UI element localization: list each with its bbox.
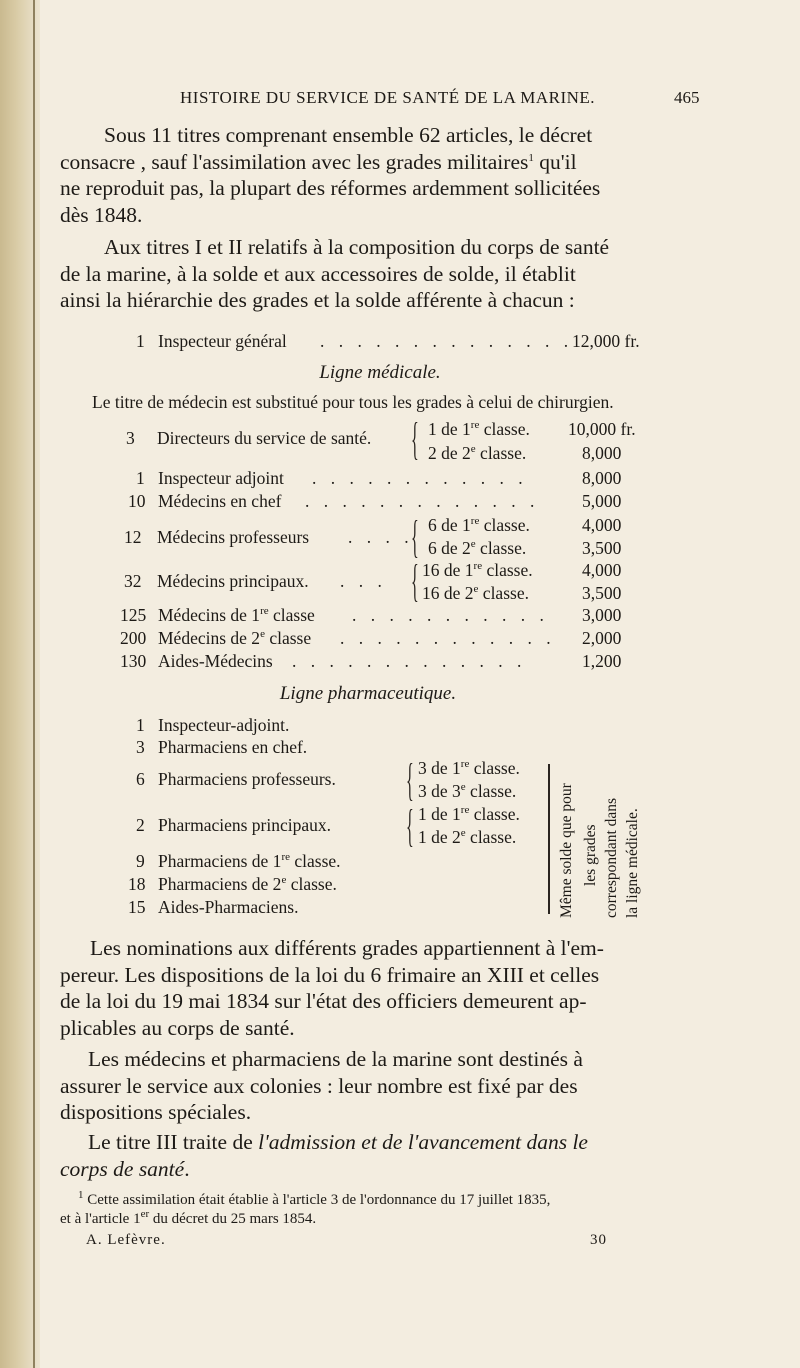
medical-row-amount: 8,000 [582,468,622,488]
brace: { [411,413,419,464]
leader-dots: . . . . . . . . . . . [352,605,549,625]
page-number: 465 [674,88,700,107]
class-count: 6 de 2 [428,538,471,558]
class-word: classe. [469,758,520,778]
paragraph-3-line: de la loi du 19 mai 1834 sur l'état des officiers demeurent ap- [60,989,587,1013]
paragraph-1-line: ne reproduit pas, la plupart des réformes ardemment sollicitées [60,176,601,200]
footnote-marker: 1 [78,1189,84,1201]
superscript: e [460,827,466,840]
class-split [418,826,516,849]
paragraph-5-line [60,1156,700,1183]
pharma-row-count: 1 [136,715,145,735]
class-count: 3 de 3 [418,781,461,801]
side-note-line: Même solde que pour [558,783,575,918]
superscript: e [470,538,476,551]
class-word: classe. [478,583,529,603]
author-signature: A. Lefèvre. [86,1232,166,1248]
footnote-text: du décret du 25 mars 1854. [149,1211,317,1227]
class-amount: 3,500 [582,583,622,603]
class-word: classe. [469,804,520,824]
paragraph-4 [60,1046,700,1126]
label-fragment: Médecins de 2 [158,628,261,648]
side-note-line: la ligne médicale. [624,808,641,918]
paragraph-3 [60,935,700,1041]
superscript: e [260,628,265,641]
class-split [418,757,520,780]
superscript: re [473,560,483,573]
paragraph-5 [60,1129,700,1182]
footnote-marker: 1 [528,151,534,164]
brace: { [406,800,414,851]
class-count: 16 de 2 [422,583,474,603]
side-note-line: les grades [582,824,599,886]
medical-row-count: 10 [128,491,146,511]
pharma-row-label: Pharmaciens principaux. [158,815,332,835]
italic-fragment: corps de santé [60,1156,185,1181]
paragraph-3-line: Les nominations aux différents grades appartiennent à l'em- [90,936,604,960]
class-count: 1 de 1 [418,804,461,824]
leader-dots: . . . . . . . . . . . . . [292,651,527,671]
leader-dots: . . . [340,571,387,591]
class-split [422,582,529,605]
text-fragment: consacre , sauf l'assimilation avec les grades militaires [60,149,529,174]
medical-row-label: Directeurs du service de santé. [157,428,372,448]
label-fragment: classe [264,628,312,648]
paragraph-2-line: de la marine, à la solde et aux accessoires de solde, il établit [60,261,576,286]
label-fragment: classe. [289,851,341,871]
brace: { [406,754,414,805]
paragraph-1-line: Sous 11 titres comprenant ensemble 62 articles, le décret [104,123,593,147]
class-word: classe. [465,827,517,847]
side-note-line: correspondant dans [603,797,620,918]
brace: { [411,555,419,606]
pharma-row-label: Aides-Pharmaciens. [158,897,299,917]
text-fragment: qu'il [533,149,577,174]
pharma-line-heading: Ligne pharmaceutique. [279,683,457,704]
paragraph-4-line: Les médecins et pharmaciens de la marine sont destinés à [88,1047,583,1071]
paragraph-3-line: plicables au corps de santé. [60,1015,295,1040]
pharma-row-label [158,873,337,896]
class-split [418,803,520,826]
medical-row-count: 200 [120,628,147,648]
medical-line-intro: Le titre de médecin est substitué pour tous les grades à celui de chirurgien. [92,392,614,412]
medical-row-count: 32 [124,571,142,591]
class-count: 1 de 2 [418,827,461,847]
superscript: e [281,874,287,887]
italic-fragment: l'admission et de l'avancement dans le [258,1130,588,1154]
class-count: 1 de 1 [428,419,471,439]
pharma-row-label: Inspecteur-adjoint. [158,715,290,735]
superscript: re [281,851,290,864]
paragraph-3-line: pereur. Les dispositions de la loi du 6 frimaire an XIII et celles [60,962,600,987]
inspector-general-label: Inspecteur général [158,331,287,351]
class-word: classe. [465,781,517,801]
leader-dots: . . . . . . . . . . . . [340,628,556,648]
label-fragment: Pharmaciens de 1 [158,851,282,871]
paragraph-1 [60,122,700,228]
medical-row-label: Médecins professeurs [157,527,310,547]
superscript: re [460,758,470,771]
medical-row-count: 125 [120,605,147,625]
medical-row-label: Médecins en chef [158,491,282,511]
text-fragment: . [184,1156,190,1181]
brace: { [411,511,419,562]
class-amount: 10,000 fr. [568,419,636,439]
signature-mark: 30 [590,1232,607,1248]
class-split [422,559,533,582]
class-amount: 8,000 [582,443,622,463]
superscript: re [470,419,480,432]
superscript: e [470,443,476,456]
paragraph-5-line [60,1129,700,1156]
superscript: re [260,605,269,618]
medical-row-amount: 2,000 [582,628,622,648]
footnote-text: et à l'article 1 [60,1211,141,1227]
medical-row-amount: 5,000 [582,491,622,511]
medical-row-label [158,604,315,627]
pharma-row-count: 2 [136,815,145,835]
inspector-general-count: 1 [136,331,145,351]
class-split [428,418,530,441]
leader-dots: . . . . . . . . . . . . . [305,491,540,511]
medical-row-amount: 1,200 [582,651,622,671]
pharma-row-count: 18 [128,874,146,894]
class-split [428,537,526,560]
grouping-brace-line [548,764,550,914]
class-word: classe. [475,443,527,463]
leader-dots: . . . . . . . . . . . . [312,468,528,488]
medical-row-label: Aides-Médecins [158,651,273,671]
medical-line-heading: Ligne médicale. [319,362,441,383]
class-count: 16 de 1 [422,560,474,580]
superscript: er [140,1208,150,1220]
superscript: re [470,515,480,528]
class-amount: 3,500 [582,538,622,558]
class-word: classe. [479,419,530,439]
leader-dots: . . . . . . . . . . . . . . [320,331,574,351]
inspector-general-amount: 12,000 fr. [572,331,640,351]
pharma-row-count: 6 [136,769,145,789]
superscript: e [473,583,479,596]
paragraph-2-line: ainsi la hiérarchie des grades et la solde afférente à chacun : [60,288,575,312]
class-word: classe. [482,560,533,580]
pharma-row-count: 15 [128,897,146,917]
footnote-line [60,1210,316,1229]
class-amount: 4,000 [582,560,622,580]
superscript: re [460,804,470,817]
pharma-row-label: Pharmaciens professeurs. [158,769,336,789]
class-count: 2 de 2 [428,443,471,463]
medical-row-label: Médecins principaux. [157,571,309,591]
medical-row-label: Inspecteur adjoint [158,468,284,488]
paragraph-2 [60,234,700,314]
paragraph-4-line: dispositions spéciales. [60,1100,252,1124]
label-fragment: classe. [286,874,337,894]
text-fragment: Le titre III traite de [88,1130,259,1154]
medical-row-label [158,627,311,650]
pharma-row-label [158,850,341,873]
paragraph-1-line [60,149,700,176]
label-fragment: Pharmaciens de 2 [158,874,282,894]
running-title: HISTOIRE DU SERVICE DE SANTÉ DE LA MARINE. [180,88,596,107]
class-count: 3 de 1 [418,758,461,778]
class-split [428,442,526,465]
medical-row-count: 130 [120,651,147,671]
paragraph-2-line: Aux titres I et II relatifs à la composition du corps de santé [104,235,610,259]
footnote-text: Cette assimilation était établie à l'article 3 de l'ordonnance du 17 juillet 1835, [87,1192,551,1208]
class-split [428,514,530,537]
class-word: classe. [479,515,530,535]
label-fragment: Médecins de 1 [158,605,261,625]
class-count: 6 de 1 [428,515,471,535]
paragraph-1-line: dès 1848. [60,202,143,227]
class-split [418,780,516,803]
leader-dots: . . . . [348,527,414,547]
medical-row-count: 1 [136,468,145,488]
pharma-row-label: Pharmaciens en chef. [158,737,308,757]
class-word: classe. [475,538,527,558]
class-amount: 4,000 [582,515,622,535]
medical-row-amount: 3,000 [582,605,622,625]
medical-row-count: 3 [126,428,135,448]
medical-row-count: 12 [124,527,142,547]
label-fragment: classe [268,605,315,625]
paragraph-4-line: assurer le service aux colonies : leur nombre est fixé par des [60,1073,578,1098]
pharma-row-count: 9 [136,851,145,871]
pharma-row-count: 3 [136,737,145,757]
superscript: e [460,781,466,794]
